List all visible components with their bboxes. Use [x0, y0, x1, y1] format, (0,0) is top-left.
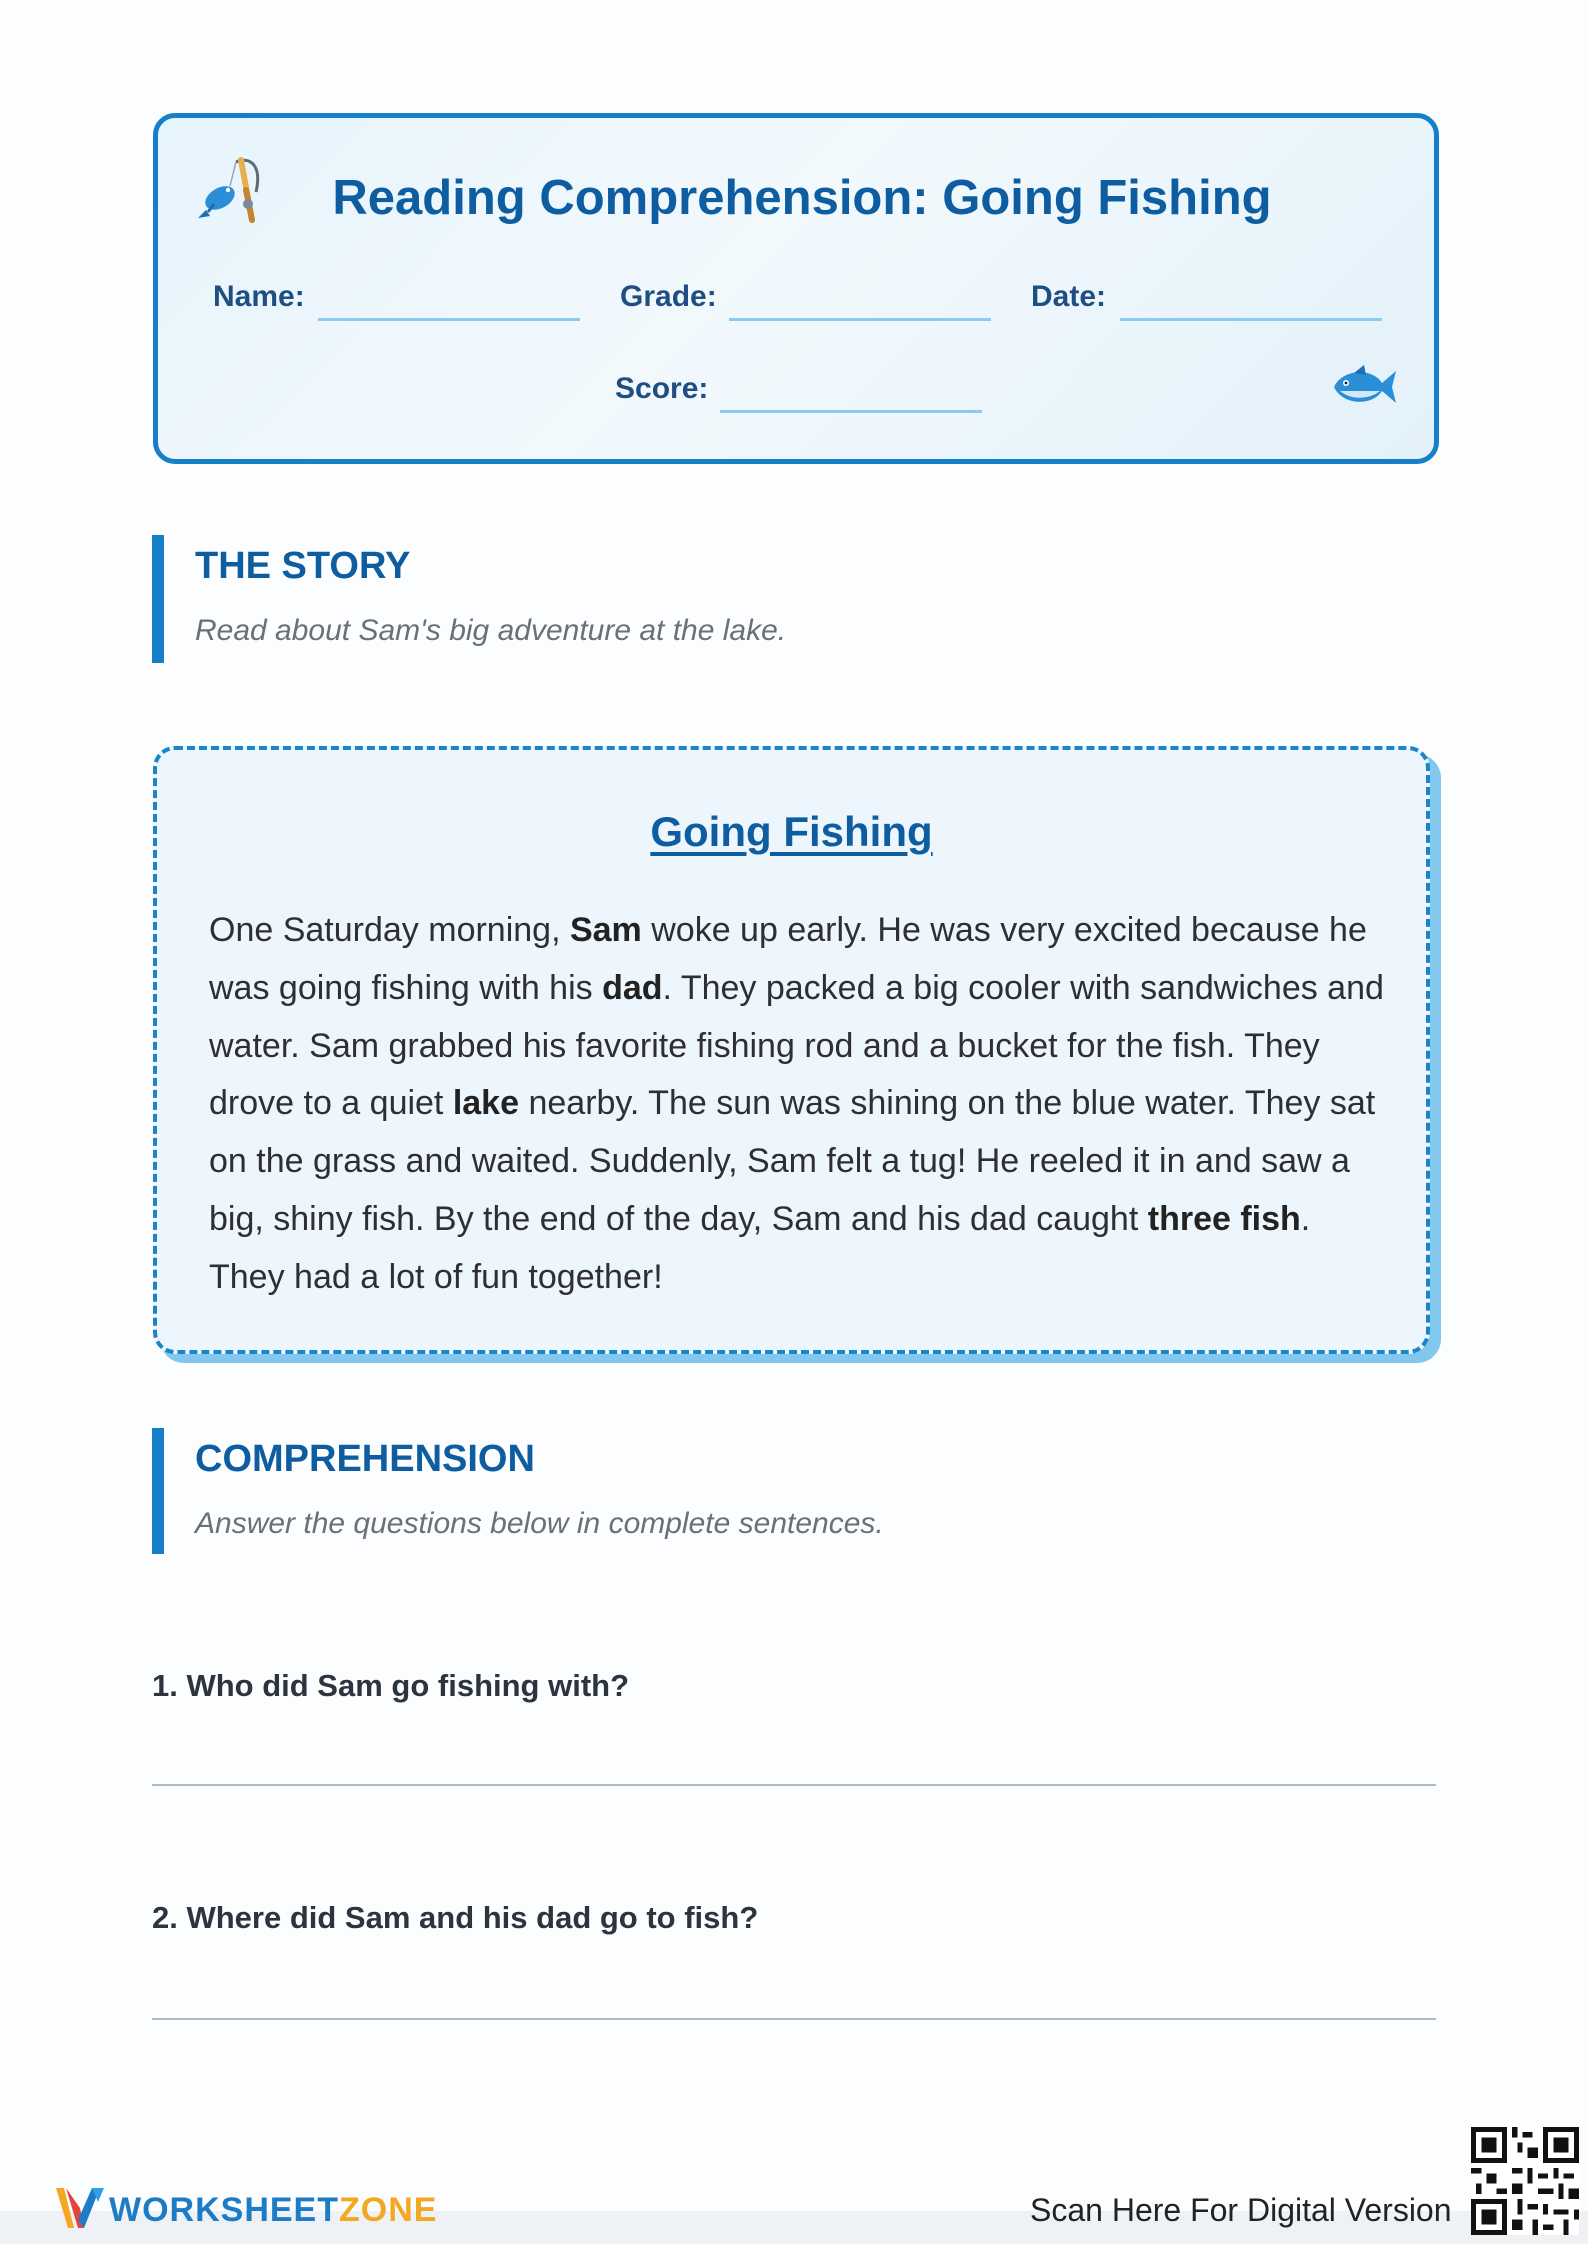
score-label: Score: [615, 372, 709, 405]
name-field[interactable] [318, 318, 580, 321]
story-text [209, 902, 1394, 1307]
story-section-header [152, 535, 1475, 663]
logo-text-part1: WORKSHEET [109, 2191, 339, 2229]
grade-field[interactable] [729, 318, 991, 321]
qr-code-icon[interactable] [1471, 2127, 1579, 2235]
answer-line-2[interactable] [152, 2018, 1436, 2020]
name-label: Name: [213, 280, 305, 313]
story-segment: . They packed a big cooler with sandwiches and water. Sam grabbed his favorite fishing rod and a bucket for the fish. They drove to a quiet [209, 968, 1384, 1123]
date-label: Date: [1031, 280, 1107, 313]
comprehension-section-header [152, 1428, 1475, 1554]
grade-label: Grade: [620, 280, 717, 313]
story-segment: . They had a lot of fun together! [209, 1199, 1311, 1296]
question-1: 1. Who did Sam go fishing with? [152, 1668, 630, 1703]
story-keyword: lake [452, 1084, 520, 1123]
story-segment: nearby. The sun was shining on the blue water. They sat on the grass and waited. Suddenly, Sam felt a tug! He reeled it in and saw a big, shiny fish. By the end of the day, Sam and his dad caught [209, 1084, 1376, 1238]
story-keyword: Sam [569, 911, 642, 949]
header-card [153, 113, 1439, 464]
logo-text-part2: ZONE [339, 2191, 438, 2229]
worksheetzone-logo[interactable] [109, 2191, 437, 2230]
story-keyword: dad [602, 968, 663, 1007]
story-box [153, 746, 1430, 1354]
story-segment: woke up early. He was very excited because he was going fishing with his [209, 911, 1367, 1007]
story-title: Going Fishing [650, 808, 933, 855]
story-keyword: three fish [1147, 1199, 1301, 1238]
worksheetzone-logo-icon [52, 2180, 108, 2236]
fish-icon [1330, 361, 1400, 411]
section-title: COMPREHENSION [195, 1438, 535, 1480]
question-2: 2. Where did Sam and his dad go to fish? [152, 1900, 759, 1935]
answer-line-1[interactable] [152, 1784, 1436, 1786]
date-field[interactable] [1120, 318, 1382, 321]
section-title: THE STORY [195, 545, 411, 587]
story-segment: One Saturday morning, [209, 911, 570, 949]
score-field[interactable] [720, 410, 982, 413]
section-subtitle: Answer the questions below in complete sentences. [195, 1507, 884, 1540]
scan-instruction: Scan Here For Digital Version [1030, 2192, 1452, 2228]
worksheet-title: Reading Comprehension: Going Fishing [332, 171, 1272, 225]
section-subtitle: Read about Sam's big adventure at the lake. [195, 614, 787, 647]
